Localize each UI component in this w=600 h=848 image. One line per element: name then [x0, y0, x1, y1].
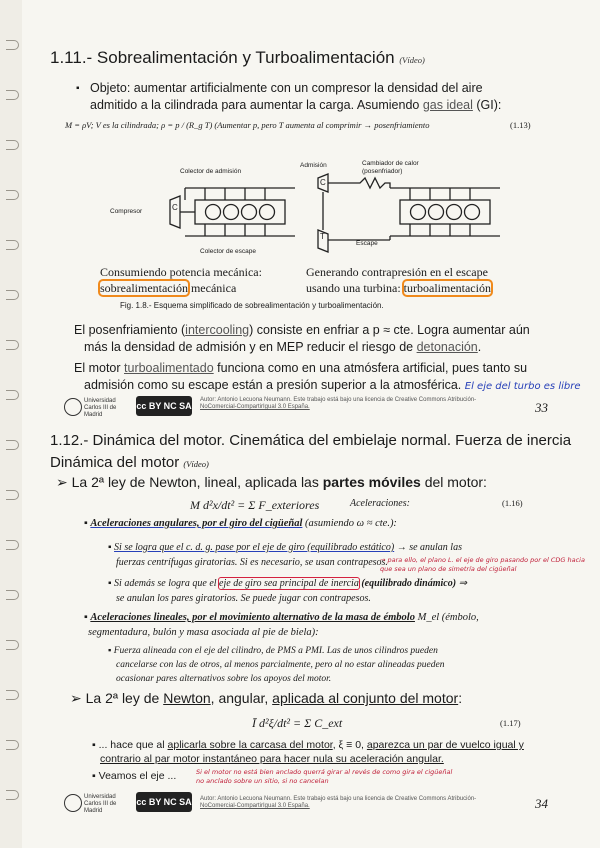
cc-license-badge[interactable]: cc BY NC SA	[136, 792, 192, 812]
sobrealimentacion-highlight: sobrealimentación	[100, 281, 188, 295]
figure-sobrealimentacion	[80, 158, 540, 262]
formula-1-13: M = ρV; V es la cilindrada; ρ = p / (R_g T) (Aumentar p, pero T aumenta al comprimir → posenfriamiento	[65, 120, 430, 130]
uc3m-logo-icon	[64, 398, 82, 416]
text: , angular,	[210, 690, 273, 706]
equation-1-17: Ī d²ξ/dt² = Σ C_ext	[252, 716, 343, 730]
detonacion-link[interactable]: detonación	[416, 340, 478, 354]
engine-block-left	[195, 200, 285, 224]
bullet-turboalimentado	[74, 360, 594, 395]
bullet-posenfriamiento	[74, 322, 574, 356]
figure-caption: Fig. 1.8.- Esquema simplificado de sobrealimentación y turboalimentación.	[120, 301, 384, 310]
text: Aceleraciones lineales, por el movimiento alternativo de la masa de émbolo	[90, 612, 415, 623]
label-compresor: Compresor	[110, 208, 143, 215]
binding-ring	[6, 90, 19, 100]
video-tag[interactable]: (Vídeo)	[183, 459, 209, 469]
text: , ξ ≡ 0,	[332, 739, 367, 751]
university-name: Universidad Carlos III de Madrid	[84, 398, 117, 418]
text: segmentadura, bulón y masa asociada al pie de biela):	[88, 627, 319, 638]
fig-right-caption	[306, 264, 491, 296]
text: Veamos el eje ...	[98, 770, 177, 782]
text: Aceleraciones angulares, por el giro del cigüeñal	[90, 518, 303, 529]
bullet-icon: ▪	[84, 612, 91, 623]
engine-block-right	[400, 200, 490, 224]
text: del motor:	[420, 474, 487, 490]
text: (GI):	[472, 98, 502, 112]
cc-license-badge[interactable]: cc BY NC SA	[136, 396, 192, 416]
text: usando una turbina:	[306, 281, 404, 295]
equation-note: Aceleraciones:	[350, 498, 410, 509]
label-c-turbo: C	[320, 178, 326, 187]
text: Si el motor no está bien anclado querrá girar al revés de como gira el cigüeñal	[196, 768, 453, 776]
text: Dinámica del motor	[50, 454, 180, 471]
university-name: Universidad Carlos III de Madrid	[84, 794, 117, 814]
text: más la densidad de admisión y en MEP reducir el riesgo de	[84, 340, 417, 354]
text: La 2ª ley de	[85, 690, 164, 706]
label-c-compressor: C	[172, 203, 178, 212]
license-text	[200, 397, 480, 411]
text: Si se logra que el c. d. g. pase por el eje de giro (equilibrado estático)	[114, 542, 395, 553]
bullet-icon: ▪	[92, 739, 99, 751]
binding-ring	[6, 690, 19, 700]
text: Autor: Antonio Lecuona Neumann. Este trabajo está bajo una licencia de Creative Commons Atribución-	[200, 796, 477, 802]
equation-number: (1.17)	[500, 718, 521, 728]
label-cambiador: Cambiador de calor	[362, 160, 419, 167]
binding-strip	[0, 0, 22, 848]
turboalimentacion-highlight: turboalimentación	[403, 281, 491, 295]
text: admitido a la cilindrada para aumentar la carga. Asumiendo	[90, 98, 423, 112]
handwritten-note-anclaje	[196, 768, 596, 786]
bullet-line	[90, 97, 570, 114]
text: cancelarse con las de otros, al menos parcialmente, pero al no estar alineadas pueden	[116, 660, 445, 670]
text: contrario al par motor instantáneo para hacer nula su aceleración angular.	[100, 753, 444, 765]
binding-ring	[6, 190, 19, 200]
text: (asumiendo ω ≈ cte.):	[302, 518, 397, 529]
page-number: 34	[535, 796, 548, 811]
text: .	[477, 340, 482, 354]
label-t-turbine: T	[320, 232, 325, 241]
license-link[interactable]: NoComercial-CompartirIgual 3.0 España.	[200, 404, 310, 410]
text: El motor	[74, 361, 125, 375]
acc-lineales	[84, 610, 584, 640]
binding-ring	[6, 340, 19, 350]
bullet-veamos	[92, 770, 176, 782]
license-text	[200, 796, 480, 810]
gas-ideal-link[interactable]: gas ideal	[422, 98, 473, 112]
handwritten-note-cdg: → para ello, el plano L. el eje de giro pasando por el CDG hacia que sea un plano de simetría del cigüeñal	[380, 556, 585, 573]
bullet-par-vuelco	[92, 738, 592, 766]
video-tag[interactable]: (Vídeo)	[399, 55, 425, 65]
newton-link[interactable]: Newton	[163, 690, 211, 706]
text: El posenfriamiento (	[74, 323, 186, 337]
uc3m-logo-icon	[64, 794, 82, 812]
text: mecánica	[187, 281, 237, 295]
text: aplicada al conjunto del motor	[272, 690, 459, 706]
arrow-bullet-icon: ➢	[56, 474, 68, 490]
binding-ring	[6, 490, 19, 500]
sub-fuerza-alineada	[108, 644, 568, 686]
binding-ring	[6, 590, 19, 600]
law1-line	[56, 474, 487, 491]
text: aplicarla sobre la carcasa del motor	[167, 739, 333, 751]
binding-ring	[6, 440, 19, 450]
text: → se anulan las	[394, 542, 462, 553]
text: (equilibrado dinámico)	[358, 578, 457, 589]
bullet-icon: ▪	[84, 518, 88, 529]
binding-ring	[6, 140, 19, 150]
label-colector-escape: Colector de escape	[200, 248, 257, 255]
text: ) consiste en enfriar a p ≈ cte. Logra aumentar aún	[249, 323, 530, 337]
binding-ring	[6, 290, 19, 300]
bullet-icon: ▪	[92, 770, 99, 782]
arrow-bullet-icon: ➢	[70, 690, 82, 706]
section-title-1-12	[50, 430, 590, 475]
bullet-objeto	[90, 80, 570, 114]
text: ... hace que al	[98, 739, 168, 751]
text: se anulan los pares giratorios. Se puede jugar con contrapesos.	[116, 593, 371, 604]
text: partes móviles	[322, 474, 421, 490]
equation-number: (1.16)	[502, 498, 523, 508]
law2-line	[70, 690, 462, 707]
text: admisión como su escape están a presión superior a la atmosférica.	[84, 378, 462, 392]
text: M_el (émbolo,	[414, 612, 479, 623]
label-colector-admision: Colector de admisión	[180, 168, 242, 175]
intercooling-link[interactable]: intercooling	[185, 323, 250, 337]
text: aparezca un par de vuelco igual y	[366, 739, 524, 751]
equation-number: (1.13)	[510, 120, 531, 130]
binding-ring	[6, 740, 19, 750]
text: Si además se logra que el	[114, 578, 220, 589]
label-posenfriador: (posenfriador)	[362, 168, 403, 175]
binding-ring	[6, 40, 19, 50]
binding-ring	[6, 240, 19, 250]
fig-left-caption	[100, 264, 262, 296]
text: Generando contrapresión en el escape	[306, 265, 488, 279]
handwritten-note-turbo: El eje del turbo es libre	[464, 381, 581, 392]
bullet-icon: ▪	[108, 646, 114, 656]
license-link[interactable]: NoComercial-CompartirIgual 3.0 España.	[200, 803, 310, 809]
sub-equilibrado-dinamico	[108, 576, 467, 606]
text: La 2ª ley de Newton, lineal, aplicada las	[71, 474, 323, 490]
section-title-text: 1.12.- Dinámica del motor. Cinemática del embielaje normal. Fuerza de inercia	[50, 432, 572, 449]
section-title-1-11	[50, 48, 425, 68]
bullet-icon: ▪	[108, 578, 115, 589]
turboalimentado-link[interactable]: turboalimentado	[124, 361, 214, 375]
acc-angulares	[84, 518, 397, 529]
bullet-line: Objeto: aumentar artificialmente con un compresor la densidad del aire	[90, 81, 483, 95]
eje-principal-highlight: eje de giro sea principal de inercia	[219, 578, 359, 589]
binding-ring	[6, 390, 19, 400]
label-admision: Admisión	[300, 162, 327, 169]
text: ocasionar pares alternativos sobre los apoyos del motor.	[116, 674, 332, 684]
equation-1-16: M d²x/dt² = Σ F_exteriores	[190, 498, 320, 512]
text: funciona como en una atmósfera artificial, pues tanto su	[213, 361, 528, 375]
text: Autor: Antonio Lecuona Neumann. Este trabajo está bajo una licencia de Creative Commons Atribución-	[200, 397, 477, 403]
binding-ring	[6, 790, 19, 800]
binding-ring	[6, 640, 19, 650]
text: Consumiendo potencia mecánica:	[100, 265, 262, 279]
text: :	[458, 690, 463, 706]
page-number: 33	[535, 400, 548, 415]
bullet-icon: ▪	[108, 542, 115, 553]
text: fuerzas centrífugas giratorias. Si es necesario, se usan contrapesos.	[116, 557, 388, 568]
text: no anclado sobre un sitio, si no cancelan	[196, 777, 329, 785]
binding-ring	[6, 540, 19, 550]
text: ⇒	[456, 578, 467, 589]
section-title-text: 1.11.- Sobrealimentación y Turboalimentación	[50, 48, 395, 67]
label-escape: Escape	[356, 240, 378, 247]
text: Fuerza alineada con el eje del cilindro, de PMS a PMI. Las de unos cilindros pueden	[113, 646, 438, 656]
